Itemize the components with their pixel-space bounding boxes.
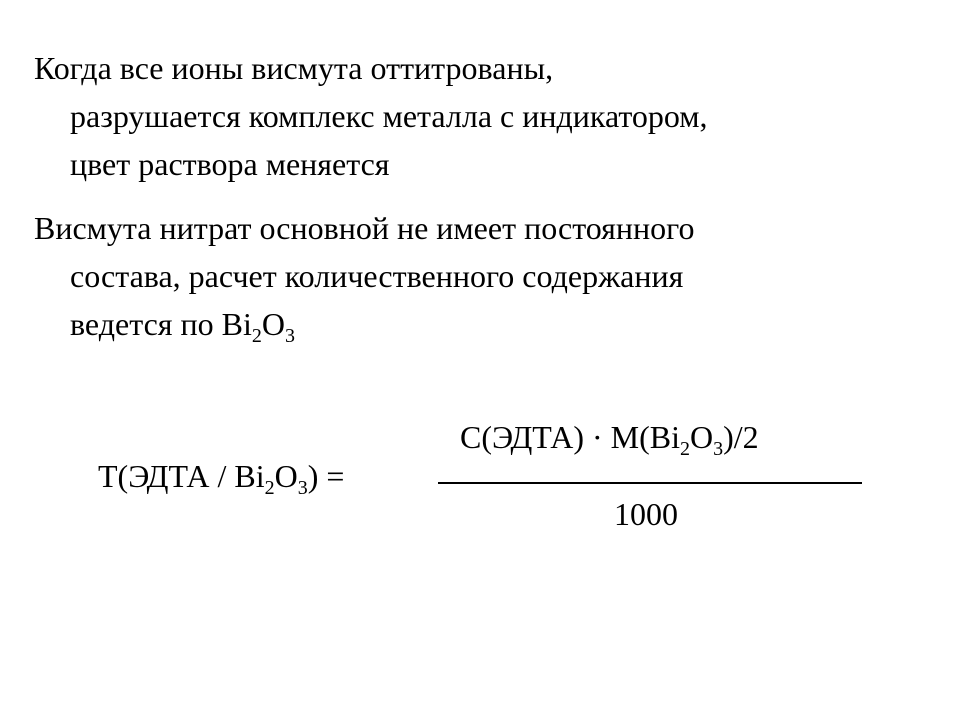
formula-numerator: [460, 413, 759, 461]
subscript: 3: [284, 325, 295, 347]
subscript: 2: [251, 325, 262, 347]
paragraph-bismuth-nitrate: [34, 204, 934, 348]
paragraph-line: состава, расчет количественного содержания: [70, 258, 684, 294]
formula-denominator: 1000: [614, 496, 678, 532]
subscript: 3: [713, 438, 724, 460]
paragraph-line: Висмута нитрат основной не имеет постоянного: [34, 210, 695, 246]
subscript: 2: [264, 477, 275, 499]
paragraph-titration-end: [34, 44, 934, 188]
lhs-suffix: ) =: [307, 458, 345, 494]
paragraph-line: разрушается комплекс металла с индикатором,: [70, 98, 708, 134]
fraction-bar: [438, 482, 862, 484]
lhs-prefix: Т(ЭДТА / Bi: [98, 458, 265, 494]
paragraph-line: цвет раствора меняется: [70, 146, 390, 182]
lhs-mid: O: [274, 458, 298, 494]
text-mid: O: [261, 306, 285, 342]
subscript: 3: [297, 477, 308, 499]
paragraph-line: Когда все ионы висмута оттитрованы,: [34, 50, 554, 86]
formula-left-side: [98, 452, 344, 500]
num-mid: O: [689, 419, 714, 455]
subscript: 2: [679, 438, 690, 460]
text-prefix: ведется по Bi: [70, 306, 252, 342]
num-suffix: )/2: [723, 419, 759, 455]
paragraph-line-formula: [34, 300, 934, 348]
num-prefix: С(ЭДТА) · М(Bi: [460, 419, 680, 455]
